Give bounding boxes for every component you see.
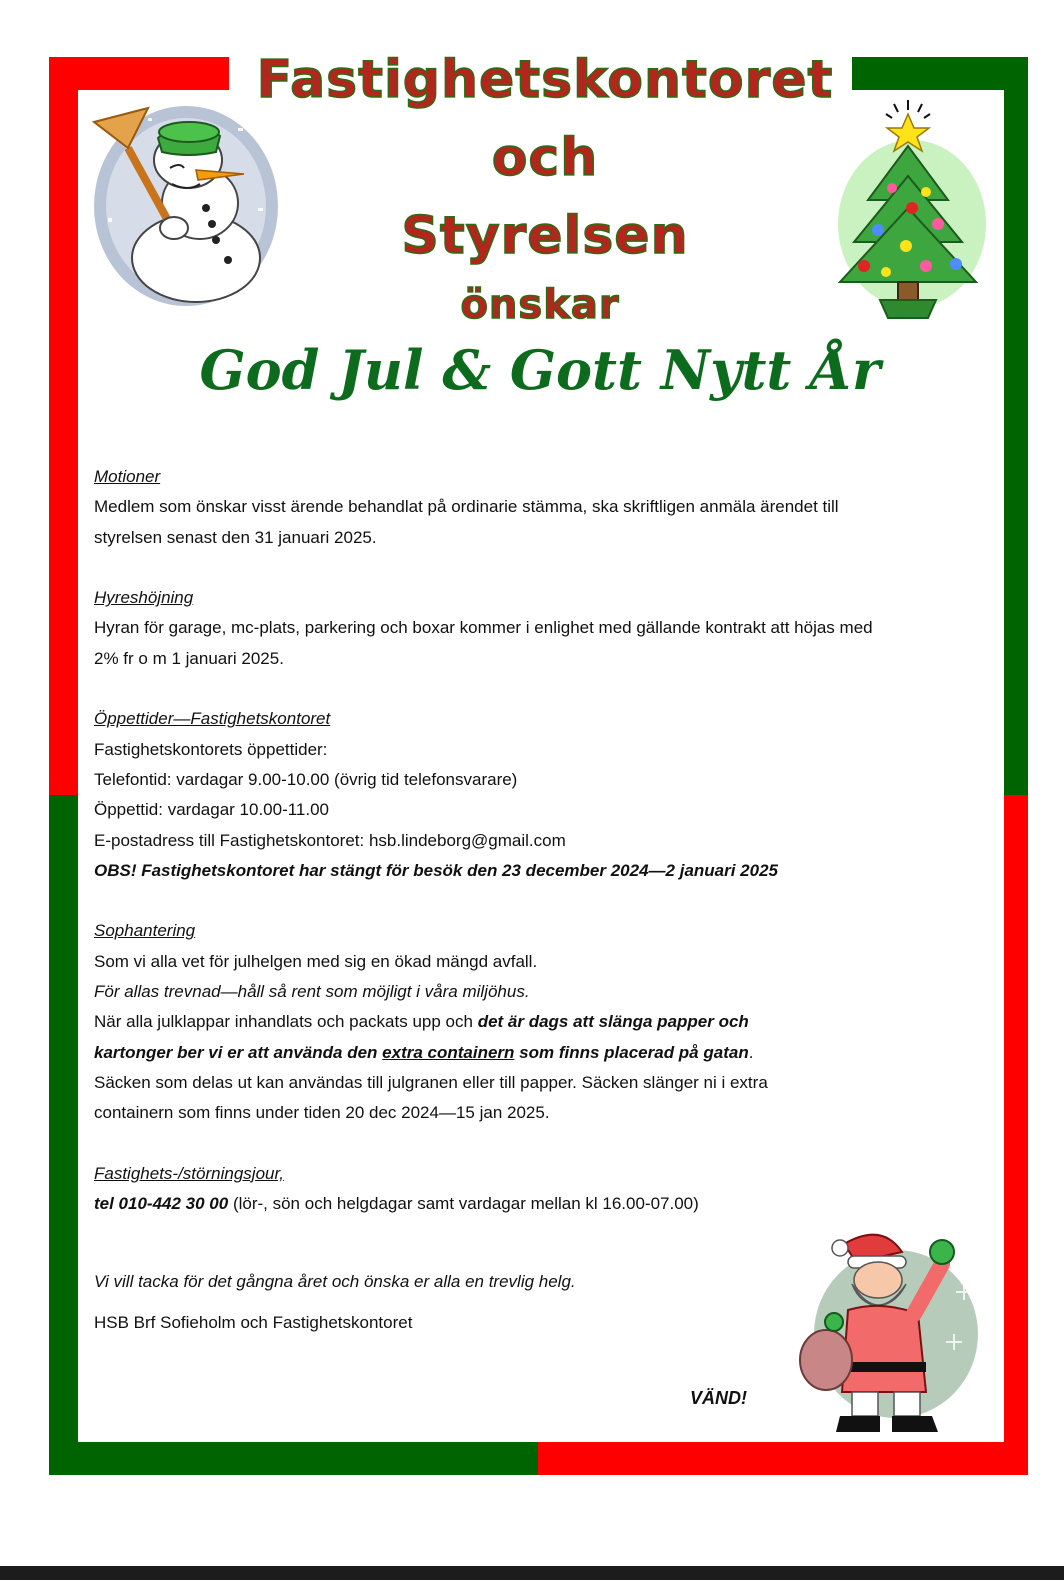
sophantering-line-2: För allas trevnad—håll så rent som möjligt i våra miljöhus. xyxy=(94,982,530,1002)
frame-red-left xyxy=(49,57,78,795)
christmas-tree-icon xyxy=(828,96,988,322)
sophantering-line-5: Säcken som delas ut kan användas till julgranen eller till papper. Säcken slänger ni i extra xyxy=(94,1072,768,1092)
frame-red-bottom xyxy=(538,1442,1028,1475)
jour-phone-line xyxy=(94,1189,984,1219)
oppettider-line-1: Fastighetskontorets öppettider: xyxy=(94,739,328,759)
hyreshojning-title: Hyreshöjning xyxy=(94,588,194,608)
extra-containern-text: extra containern xyxy=(382,1042,515,1062)
santa-icon xyxy=(786,1222,982,1440)
spacer xyxy=(94,886,984,916)
oppettider-email-line: E-postadress till Fastighetskontoret: hsb.lindeborg@gmail.com xyxy=(94,830,566,850)
bottom-edge-bar xyxy=(0,1566,1064,1580)
jour-title: Fastighets-/störningsjour, xyxy=(94,1163,284,1183)
sophantering-line-3-plain: När alla julklappar inhandlats och packats upp och xyxy=(94,1012,478,1032)
oppettider-line-3: Öppettid: vardagar 10.00-11.00 xyxy=(94,800,330,820)
greeting-title: God Jul & Gott Nytt År xyxy=(199,338,881,402)
sophantering-line-3 xyxy=(94,1007,984,1037)
sophantering-line-4-bold-a: kartonger ber vi er att använda den xyxy=(94,1042,383,1062)
heading-line-1: Fastighetskontoret xyxy=(256,50,834,110)
sophantering-line-4 xyxy=(94,1038,984,1068)
jour-phone-number: tel 010-442 30 00 xyxy=(94,1194,229,1214)
oppettider-line-2: Telefontid: vardagar 9.00-10.00 (övrig tid telefonsvarare) xyxy=(94,769,518,789)
hyreshojning-line-1: Hyran för garage, mc-plats, parkering och boxar kommer i enlighet med gällande kontrakt att höjas med xyxy=(94,618,873,638)
heading-line-2: och xyxy=(491,128,599,188)
spacer xyxy=(94,553,984,583)
turn-page-label: VÄND! xyxy=(690,1388,747,1408)
hyreshojning-line-2: 2% fr o m 1 januari 2025. xyxy=(94,648,284,668)
motioner-line-2: styrelsen senast den 31 januari 2025. xyxy=(94,527,377,547)
oppettider-obs-notice: OBS! Fastighetskontoret har stängt för besök den 23 december 2024—2 januari 2025 xyxy=(94,860,779,880)
spacer xyxy=(94,1129,984,1159)
jour-phone-details: (lör-, sön och helgdagar samt vardagar mellan kl 16.00-07.00) xyxy=(228,1194,699,1214)
snowman-icon xyxy=(88,98,284,308)
frame-green-bottom xyxy=(49,1442,538,1475)
spacer xyxy=(94,674,984,704)
closing-thanks: Vi vill tacka för det gångna året och önska er alla en trevlig helg. xyxy=(94,1272,576,1292)
sophantering-line-6: containern som finns under tiden 20 dec 2024—15 jan 2025. xyxy=(94,1103,550,1123)
flyer-content xyxy=(94,462,984,1338)
heading-line-4: önskar xyxy=(460,282,620,328)
frame-green-left xyxy=(49,795,78,1475)
oppettider-title: Öppettider—Fastighetskontoret xyxy=(94,709,331,729)
motioner-title: Motioner xyxy=(94,467,161,486)
sophantering-line-3-bold: det är dags att slänga papper och xyxy=(477,1012,749,1032)
heading-line-3: Styrelsen xyxy=(401,206,689,266)
sophantering-line-4-bold-b: som finns placerad på gatan xyxy=(514,1042,749,1062)
sophantering-line-1: Som vi alla vet för julhelgen med sig en ökad mängd avfall. xyxy=(94,951,538,971)
sophantering-title: Sophantering xyxy=(94,921,196,941)
sophantering-line-4-end: . xyxy=(748,1042,754,1062)
closing-signature: HSB Brf Sofieholm och Fastighetskontoret xyxy=(94,1312,413,1332)
motioner-line-1: Medlem som önskar visst ärende behandlat på ordinarie stämma, ska skriftligen anmäla ärendet till xyxy=(94,497,839,517)
